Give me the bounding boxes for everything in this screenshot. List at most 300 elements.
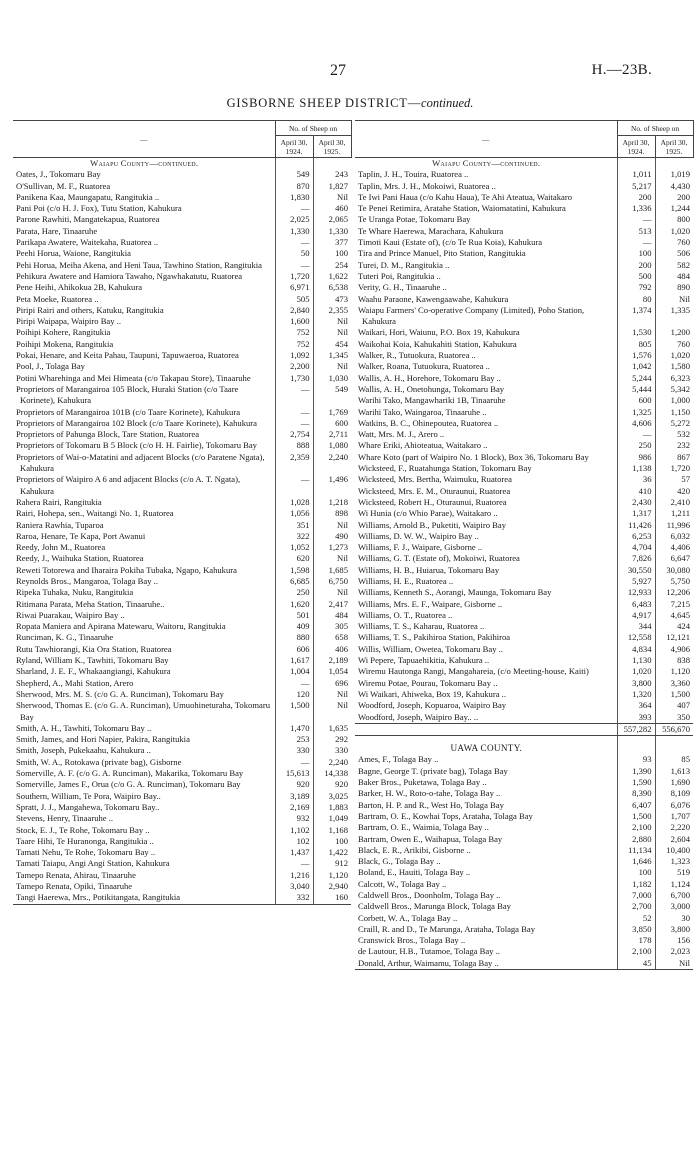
table-row — [355, 856, 693, 867]
sheep-1924: 80 — [617, 294, 655, 305]
sheep-1924: 501 — [275, 610, 313, 621]
sheep-1925: 6,538 — [313, 282, 351, 293]
sheep-1925: 1,020 — [655, 350, 693, 361]
sheep-1924: 500 — [617, 271, 655, 282]
sheep-1924: 1,730 — [275, 373, 313, 384]
owner-name: Waikohai Koia, Kahukahiti Station, Kahukura — [358, 338, 517, 349]
owner-name: Pehikura Awatere and Hamiora Tawaho, Ngawhakatutu, Ruatorea — [16, 270, 243, 281]
sheep-1925: 4,430 — [655, 181, 693, 192]
owner-name: Ripeka Tuhaka, Nuku, Rangitukia — [16, 587, 134, 598]
owner-name: Williams, Mrs. E. F., Waipare, Gisborne .. — [358, 598, 503, 609]
sheep-1924: — — [275, 384, 313, 407]
owner-name: Williams, G. T. (Estate of), Mokoiwi, Ruatorea — [358, 553, 520, 564]
sheep-1924: 1,600 — [275, 316, 313, 327]
county-subheading-text: Waiapu County—continued. — [432, 158, 541, 168]
table-row — [13, 339, 351, 350]
sheep-1925: 7,215 — [655, 599, 693, 610]
sheep-1924: 52 — [617, 913, 655, 924]
sheep-1925: 1,323 — [655, 856, 693, 867]
table-row — [13, 384, 351, 407]
table-row — [355, 520, 693, 531]
sheep-1925: 12,121 — [655, 632, 693, 643]
owner-name: Calcott, W., Tolaga Bay .. — [358, 878, 447, 889]
table-row — [355, 879, 693, 890]
owner-name: Boland, E., Hauiti, Tolaga Bay .. — [358, 867, 471, 878]
owner-name: Watkins, B. C., Ohinepoutea, Ruatorea .. — [358, 417, 499, 428]
owner-name: Wi Waikari, Ahiweka, Box 19, Kahukura .. — [358, 688, 506, 699]
sheep-1924: 6,971 — [275, 282, 313, 293]
table-row — [13, 745, 351, 756]
sheep-1925: 1,622 — [313, 271, 351, 282]
owner-name: Waiapu Farmers' Co-operative Company (Limited), Poho Station, Kahukura — [358, 304, 585, 327]
sheep-1924: 330 — [275, 745, 313, 756]
sheep-1924: 5,244 — [617, 373, 655, 384]
sheep-1924: 7,826 — [617, 553, 655, 564]
table-row — [355, 678, 693, 689]
table-row — [355, 553, 693, 564]
table-row — [355, 867, 693, 878]
table-row — [355, 845, 693, 856]
sheep-1925: 11,996 — [655, 520, 693, 531]
sheep-1924: 409 — [275, 621, 313, 632]
table-row — [13, 508, 351, 519]
sheep-1924: — — [275, 237, 313, 248]
sheep-1924: 50 — [275, 248, 313, 259]
owner-name: Craill, R. and D., Te Marunga, Arataha, Tolaga Bay — [358, 923, 535, 934]
sheep-1924: 1,617 — [275, 655, 313, 666]
sheep-1924: 513 — [617, 226, 655, 237]
sheep-1924: 2,359 — [275, 452, 313, 475]
sheep-1925: 490 — [313, 531, 351, 542]
table-row — [355, 226, 693, 237]
sheep-1924: — — [275, 678, 313, 689]
sheep-1924: 3,850 — [617, 924, 655, 935]
owner-name: Peta Moeke, Ruatorea .. — [16, 293, 99, 304]
owner-name: Pokai, Henare, and Keita Pahau, Taupuni, Tapuwaeroa, Ruatorea — [16, 350, 239, 361]
owner-name: Turei, D. M., Rangitukia .. — [358, 259, 450, 270]
col-1924-header: April 30, 1924. — [275, 136, 313, 158]
owner-name: Walker, Roana, Tutuokura, Ruatorea .. — [358, 361, 490, 372]
owner-name: Oates, J., Tokomaru Bay — [16, 169, 101, 180]
table-row — [13, 881, 351, 892]
owner-name: Taare Hihi, Te Huranonga, Rangitukia .. — [16, 835, 154, 846]
owner-name: Bagne, George T. (private bag), Tolaga Bay — [358, 765, 508, 776]
owner-name: Williams, Kenneth S., Aorangi, Maunga, Tokomaru Bay — [358, 587, 552, 598]
table-row — [355, 350, 693, 361]
sheep-1925: 838 — [655, 655, 693, 666]
owner-name: Somerville, James F., Orua (c/o G. A. Runciman), Tokomaru Bay — [16, 779, 241, 790]
empty-cell — [617, 736, 655, 755]
sheep-1924: 250 — [275, 587, 313, 598]
owner-name: Runciman, K. G., Tinaaruhe — [16, 632, 114, 643]
sheep-1925: 1,030 — [313, 373, 351, 384]
sheep-1925: 582 — [655, 260, 693, 271]
sheep-1925: 4,406 — [655, 542, 693, 553]
sheep-1924: 6,483 — [617, 599, 655, 610]
owner-name: Woodford, Joseph, Kopuaroa, Waipiro Bay — [358, 700, 507, 711]
sheep-1925: 800 — [655, 214, 693, 225]
table-row — [355, 890, 693, 901]
table-row — [355, 811, 693, 822]
owner-name: Donald, Arthur, Waimamu, Tolaga Bay .. — [355, 958, 617, 970]
sheep-1924: 45 — [617, 958, 655, 970]
right-table-body — [355, 158, 693, 970]
owner-name: Williams, T. S., Kaharau, Ruatorea .. — [358, 621, 485, 632]
table-row — [13, 700, 351, 723]
sheep-1925: Nil — [655, 294, 693, 305]
sheep-1925: 30 — [655, 913, 693, 924]
table-row — [13, 316, 351, 327]
owner-name: Waikari, Hori, Waiunu, P.O. Box 19, Kahukura — [358, 327, 520, 338]
table-row — [13, 757, 351, 768]
owner-name: Te Uranga Potae, Tokomaru Bay — [358, 214, 471, 225]
owner-name: Tamati Nehu, Te Rohe, Tokomaru Bay .. — [16, 847, 156, 858]
owner-name: Verity, G. H., Tinaaruhe .. — [358, 282, 447, 293]
table-row — [355, 666, 693, 677]
sheep-1925: 2,410 — [655, 497, 693, 508]
sheep-1924: 93 — [617, 754, 655, 765]
table-row — [355, 327, 693, 338]
uawa-county-heading — [355, 736, 617, 755]
sheep-1924: 6,253 — [617, 531, 655, 542]
sheep-1924: — — [617, 429, 655, 440]
sheep-1925: 1,244 — [655, 203, 693, 214]
sheep-1925: 1,690 — [655, 777, 693, 788]
owner-name: Reweti Totorewa and Iharaira Pokiha Tubaka, Ngapo, Kahukura — [16, 564, 237, 575]
sheep-1924: 1,320 — [617, 689, 655, 700]
right-sheep-table — [355, 120, 694, 970]
owner-name: Sherwood, Thomas E. (c/o G. A. Runciman), Umuohineturaha, Tokomaru Bay — [16, 700, 270, 722]
owner-name: Williams, H. E., Ruatorea .. — [358, 575, 454, 586]
owner-name: Wiremu Potae, Pourau, Tokomaru Bay .. — [358, 677, 498, 688]
sheep-1925: 1,211 — [655, 508, 693, 519]
sheep-1924: 12,933 — [617, 587, 655, 598]
table-row — [13, 825, 351, 836]
sheep-1924: 1,336 — [617, 203, 655, 214]
sheep-1924: 2,169 — [275, 802, 313, 813]
title-continued: continued. — [421, 96, 474, 110]
sheep-1924: 3,189 — [275, 791, 313, 802]
sheep-1924: 920 — [275, 779, 313, 790]
owner-column-header: — — [355, 121, 617, 158]
table-row — [355, 395, 693, 406]
sheep-1925: 1,345 — [313, 350, 351, 361]
sheep-1925: 484 — [313, 610, 351, 621]
table-row — [355, 260, 693, 271]
sheep-1924: 1,020 — [617, 666, 655, 677]
county-subheading-text: Waiapu County—continued. — [90, 158, 199, 168]
owner-name: Wicksteed, Robert H., Oturaunui, Ruatorea — [358, 496, 507, 507]
owner-name: Williams, O. T., Ruatorea .. — [358, 609, 453, 620]
table-row — [355, 418, 693, 429]
sheep-1924: 2,840 — [275, 305, 313, 316]
owner-name: Proprietors of Tokomaru B 5 Block (c/o H. H. Fairlie), Tokomaru Bay — [16, 440, 257, 451]
table-row — [355, 282, 693, 293]
sheep-1924: 1,004 — [275, 666, 313, 677]
owner-name: Wiremu Hautonga Rangi, Mangahareia, (c/o Meeting-house, Kaiti) — [358, 666, 589, 677]
owner-name: Bartram, O. E., Kowhai Tops, Arataha, Tolaga Bay — [358, 810, 533, 821]
sheep-1925: Nil — [313, 520, 351, 531]
owner-name: Whare Eriki, Ahioteatua, Waitakaro .. — [358, 440, 488, 451]
owner-name: Proprietors of Waipiro A 6 and adjacent Blocks (c/o A. T. Ngata), Kahukura — [16, 474, 241, 496]
owner-name: Tira and Prince Manuel, Pito Station, Rangitukia — [358, 248, 526, 259]
sheep-1924: 30,550 — [617, 565, 655, 576]
sheep-1925: 696 — [313, 678, 351, 689]
sheep-1925: Nil — [313, 689, 351, 700]
sheep-1925: 1,827 — [313, 181, 351, 192]
sheep-1925: 160 — [313, 892, 351, 904]
table-row — [355, 463, 693, 474]
table-row — [13, 181, 351, 192]
owner-name: O'Sullivan, M. F., Ruatorea — [16, 180, 111, 191]
owner-name: Proprietors of Marangairoa 102 Block (c/o Taare Korinete), Kahukura — [16, 417, 257, 428]
owner-name: Proprietors of Wai-o-Matatini and adjacent Blocks (c/o Paratene Ngata), Kahukura — [16, 451, 265, 474]
sheep-1924: 7,000 — [617, 890, 655, 901]
sheep-1924: 1,102 — [275, 825, 313, 836]
sheep-1925: 760 — [655, 339, 693, 350]
owner-name: Wi Hunia (c/o Whio Parae), Waitakaro .. — [358, 508, 498, 519]
owner-name: Black, G., Tolaga Bay .. — [358, 856, 441, 867]
table-row — [13, 870, 351, 881]
table-row — [13, 226, 351, 237]
sheep-1924: 1,720 — [275, 271, 313, 282]
sheep-1925: 377 — [313, 237, 351, 248]
table-row — [355, 452, 693, 463]
sheep-1924: 752 — [275, 327, 313, 338]
table-row — [13, 678, 351, 689]
sheep-1924: 549 — [275, 169, 313, 180]
sheep-1925: Nil — [313, 587, 351, 598]
owner-name: Pool, J., Tolaga Bay — [16, 361, 85, 372]
sheep-1925: 330 — [313, 745, 351, 756]
owner-name: Reedy, J., Waihuka Station, Ruatorea — [16, 553, 144, 564]
sheep-1925: 292 — [313, 734, 351, 745]
sheep-1925: 519 — [655, 867, 693, 878]
sheep-1924: 100 — [617, 248, 655, 259]
table-row — [355, 655, 693, 666]
table-row — [13, 610, 351, 621]
sheep-1924: 8,390 — [617, 788, 655, 799]
owner-column-header: — — [13, 121, 275, 158]
empty-cell — [655, 158, 693, 170]
sheep-1924: 6,407 — [617, 800, 655, 811]
owner-name: Ropata Maniera and Apirana Matewaru, Waitoru, Rangitukia — [16, 621, 226, 632]
owner-name: Wallis, A. H., Horehore, Tokomaru Bay .. — [358, 372, 501, 383]
table-row — [13, 813, 351, 824]
owner-name: Bartram, Owen E., Waihapua, Tolaga Bay — [358, 833, 503, 844]
owner-name: Woodford, Joseph, Waipiro Bay.. .. — [358, 711, 479, 722]
owner-name: Pehi Horua, Meiha Akena, and Heni Taua, Tawhino Station, Rangitukia — [16, 259, 262, 270]
sheep-1924: 12,558 — [617, 632, 655, 643]
sheep-1924: 5,927 — [617, 576, 655, 587]
sheep-1924: 1,052 — [275, 542, 313, 553]
owner-name: Proprietors of Marangairoa 101B (c/o Taare Korinete), Kahukura — [16, 406, 241, 417]
sheep-1925: 2,023 — [655, 946, 693, 957]
owner-name: Rahera Rairi, Rangitukia — [16, 496, 102, 507]
owner-name: Whare Koto (part of Waipiro No. 1 Block), Box 36, Tokomaru Bay — [358, 451, 589, 462]
table-row — [355, 632, 693, 643]
sheep-1925: 600 — [313, 418, 351, 429]
table-row — [355, 373, 693, 384]
table-row — [13, 689, 351, 700]
sheep-1925: 1,635 — [313, 723, 351, 734]
owner-name: Parone Rawhiti, Mangatekapua, Ruatorea — [16, 214, 160, 225]
sheep-1924: 2,100 — [617, 822, 655, 833]
sheep-1925: 1,168 — [313, 825, 351, 836]
table-row — [13, 587, 351, 598]
sheep-1925: 1,335 — [655, 305, 693, 328]
owner-name: Warihi Tako, Mangawhariki 1B, Tinaaruhe — [358, 395, 506, 406]
sheep-1925: 454 — [313, 339, 351, 350]
sheep-1925: 1,685 — [313, 565, 351, 576]
sheep-1924: 1,216 — [275, 870, 313, 881]
table-row — [355, 834, 693, 845]
sheep-1925: 12,206 — [655, 587, 693, 598]
table-row — [355, 214, 693, 225]
sheep-1925: Nil — [313, 553, 351, 564]
sheep-1924: 4,834 — [617, 644, 655, 655]
owner-name: Smith, Joseph, Pukekaahu, Kahukura .. — [16, 745, 151, 756]
sheep-1924: 505 — [275, 294, 313, 305]
sheep-1924: 1,390 — [617, 766, 655, 777]
sheep-1925: 2,355 — [313, 305, 351, 316]
owner-name: Southern, William, Te Pora, Waipiro Bay.. — [16, 790, 161, 801]
owner-name: Willis, William, Owetea, Tokomaru Bay .. — [358, 643, 503, 654]
col-1925-header: April 30, 1925. — [655, 136, 693, 158]
table-row — [355, 361, 693, 372]
table-row — [13, 474, 351, 497]
county-total-row — [355, 723, 693, 735]
sheep-1924: 4,704 — [617, 542, 655, 553]
table-row — [13, 553, 351, 564]
sheep-count-group-header: No. of Sheep on — [617, 121, 693, 136]
sheep-1925: 420 — [655, 486, 693, 497]
sheep-1925: 2,189 — [313, 655, 351, 666]
sheep-1925: 30,080 — [655, 565, 693, 576]
owner-name: Tamepo Renata, Opiki, Tinaaruhe — [16, 881, 133, 891]
table-row — [355, 621, 693, 632]
owner-name: Spratt, J. J., Mangahewa, Tokomaru Bay.. — [16, 801, 160, 812]
uawa-county-heading-row — [355, 736, 693, 755]
empty-cell — [313, 158, 351, 170]
sheep-1925: 5,342 — [655, 384, 693, 395]
owner-name: Cranswick Bros., Tolaga Bay .. — [358, 935, 466, 946]
sheep-1924: 870 — [275, 181, 313, 192]
owner-name: Parata, Hare, Tinaaruhe — [16, 225, 98, 236]
table-row — [13, 621, 351, 632]
table-row — [13, 847, 351, 858]
sheep-1924: 1,374 — [617, 305, 655, 328]
owner-name: Pani Poi (c/o H. J. Fox), Tutu Station, Kahukura — [16, 203, 182, 214]
table-row — [13, 237, 351, 248]
sheep-1925: 254 — [313, 260, 351, 271]
sheep-1925: 532 — [655, 429, 693, 440]
owner-name: Tamati Taiapu, Angi Angi Station, Kahukura — [16, 858, 170, 869]
table-row — [355, 294, 693, 305]
sheep-1925: 760 — [655, 237, 693, 248]
sheep-1924: 102 — [275, 836, 313, 847]
sheep-1924: 15,613 — [275, 768, 313, 779]
owner-name: Bartram, O. E., Waimia, Tolaga Bay .. — [358, 822, 489, 833]
table-row — [13, 248, 351, 259]
sheep-1925: 1,613 — [655, 766, 693, 777]
sheep-1925: 1,000 — [655, 395, 693, 406]
owner-name: Poihipi Mokena, Rangitukia — [16, 338, 114, 349]
sheep-1924: — — [275, 858, 313, 869]
sheep-1924: 792 — [617, 282, 655, 293]
sheep-1925: 3,025 — [313, 791, 351, 802]
sheep-1925: 5,750 — [655, 576, 693, 587]
owner-name: Smith, A. H., Tawhiti, Tokomaru Bay .. — [16, 722, 152, 733]
col-1924-header: April 30, 1924. — [617, 136, 655, 158]
owner-name: de Lautour, H.B., Tutamoe, Tolaga Bay .. — [358, 946, 500, 957]
sheep-1925: 484 — [655, 271, 693, 282]
sheep-1925: 6,323 — [655, 373, 693, 384]
owner-name: Williams, F. J., Waipare, Gisborne .. — [358, 542, 483, 553]
sheep-1924: 1,437 — [275, 847, 313, 858]
owner-name: Wallis, A. H., Onetohunga, Tokomaru Bay — [358, 383, 505, 394]
owner-name: Peehi Horua, Waione, Rangitukia — [16, 248, 131, 259]
sheep-1924: 2,700 — [617, 901, 655, 912]
empty-cell — [617, 158, 655, 170]
sheep-1924: — — [275, 757, 313, 768]
sheep-1925: 4,645 — [655, 610, 693, 621]
sheep-1924: 1,330 — [275, 226, 313, 237]
table-row — [13, 440, 351, 451]
sheep-1924: 1,092 — [275, 350, 313, 361]
table-row — [13, 214, 351, 225]
owner-name: Smith, W. A., Rotokawa (private bag), Gisborne — [16, 756, 182, 767]
owner-name: Proprietors of Pahunga Block, Tare Station, Ruatorea — [16, 429, 200, 440]
sheep-1924: 1,830 — [275, 192, 313, 203]
owner-name: Tamepo Renata, Ahirau, Tinaaruhe — [16, 869, 136, 880]
sheep-1925: 1,218 — [313, 497, 351, 508]
sheep-1925: 1,422 — [313, 847, 351, 858]
table-row — [13, 599, 351, 610]
title-main: GISBORNE SHEEP DISTRICT— — [226, 96, 422, 110]
sheep-1924: 1,028 — [275, 497, 313, 508]
table-row — [355, 800, 693, 811]
table-row — [13, 531, 351, 542]
sheep-1924: 1,182 — [617, 879, 655, 890]
document-reference: H.—23B. — [591, 62, 652, 78]
owner-name: Waahu Paraone, Kawengaawahe, Kahukura — [358, 293, 509, 304]
sheep-1925: 10,400 — [655, 845, 693, 856]
page-number: 27 — [330, 62, 346, 79]
table-row — [13, 791, 351, 802]
sheep-1924: 1,138 — [617, 463, 655, 474]
table-row — [13, 632, 351, 643]
sheep-1924: 3,040 — [275, 881, 313, 892]
sheep-1925: Nil — [655, 958, 693, 970]
sheep-1925: 6,647 — [655, 553, 693, 564]
owner-name: Warihi Tako, Waingaroa, Tinaaruhe .. — [358, 406, 487, 417]
owner-name: Ryland, William K., Tawhiti, Tokomaru Bay — [16, 655, 169, 666]
left-sheep-table — [13, 120, 352, 905]
table-row — [355, 754, 693, 765]
table-row — [13, 802, 351, 813]
table-row — [13, 520, 351, 531]
sheep-1924: 805 — [617, 339, 655, 350]
sheep-1925: 1,273 — [313, 542, 351, 553]
sheep-1924: — — [275, 260, 313, 271]
sheep-1925: 406 — [313, 644, 351, 655]
sheep-1924: 3,800 — [617, 678, 655, 689]
table-row — [355, 339, 693, 350]
table-row — [355, 913, 693, 924]
sheep-1925: 1,150 — [655, 407, 693, 418]
sheep-1924: 332 — [275, 892, 313, 904]
